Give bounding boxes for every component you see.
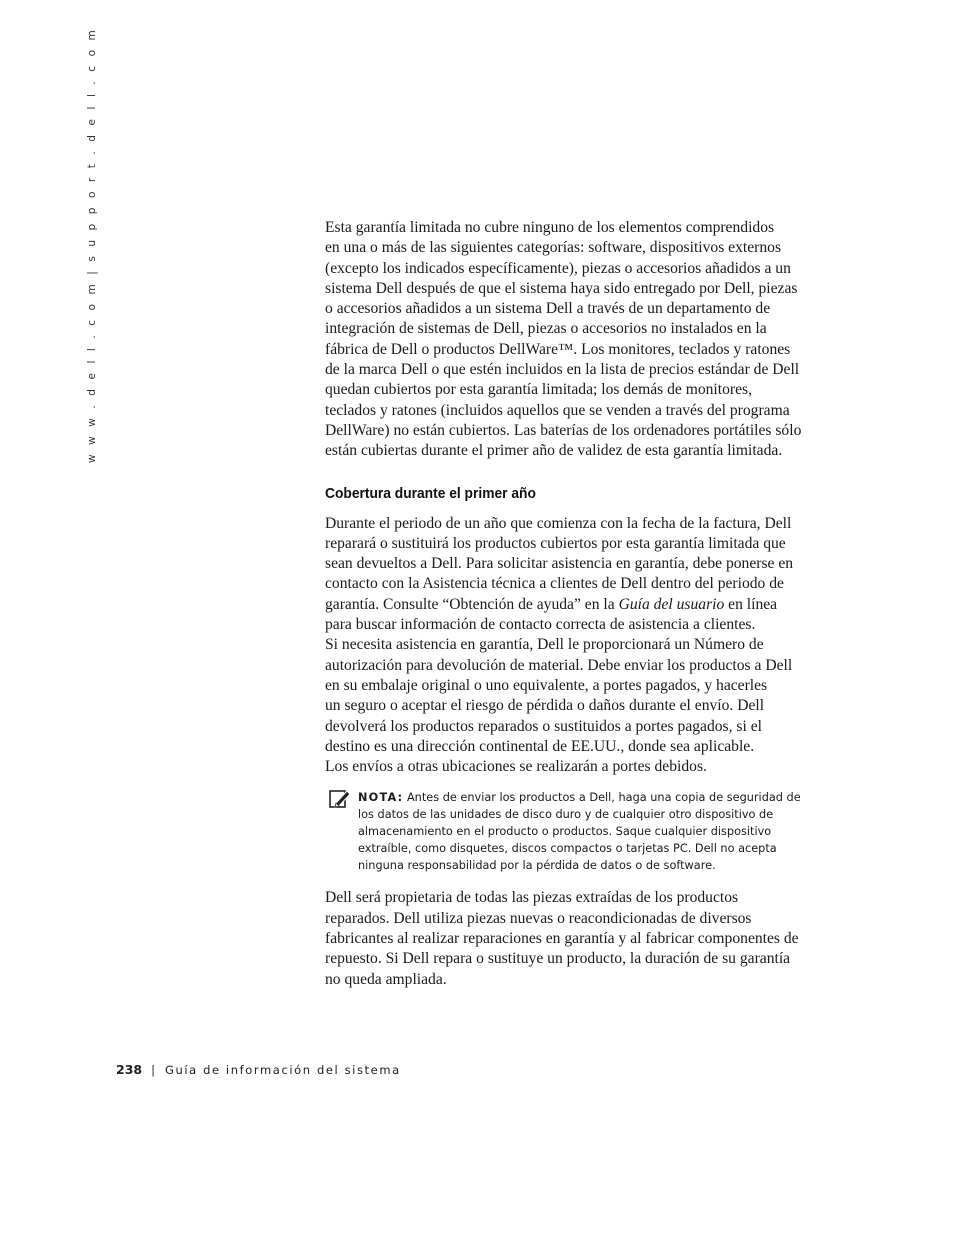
text-line: de la marca Dell o que estén incluidos en la lista de precios estándar de Dell <box>325 361 800 379</box>
text-line: para buscar información de contacto correcta de asistencia a clientes. <box>325 616 756 634</box>
text-line <box>358 789 815 806</box>
text-line: teclados y ratones (incluidos aquellos que se venden a través del programa <box>325 401 790 419</box>
page-content <box>325 218 815 990</box>
text-line: DellWare) no están cubiertos. Las baterías de los ordenadores portátiles sólo <box>325 421 802 439</box>
coverage-paragraph <box>325 514 815 778</box>
note-label: NOTA: <box>358 791 404 805</box>
text-segment: garantía. Consulte “Obtención de ayuda” en la <box>325 595 619 613</box>
text-line: contacto con la Asistencia técnica a clientes de Dell dentro del periodo de <box>325 575 784 593</box>
text-line: almacenamiento en el producto o productos. Saque cualquier dispositivo <box>358 825 772 839</box>
text-line: repuesto. Si Dell repara o sustituye un producto, la duración de su garantía <box>325 950 791 968</box>
text-line: destino es una dirección continental de EE.UU., donde sea aplicable. <box>325 737 755 755</box>
side-url-text: w w w . d e l l . c o m | s u p p o r t . d e l l . c o m <box>86 27 98 463</box>
text-line: reparados. Dell utiliza piezas nuevas o reacondicionadas de diversos <box>325 909 752 927</box>
footer-separator: | <box>151 1063 155 1077</box>
text-line: autorización para devolución de material. Debe enviar los productos a Dell <box>325 656 793 674</box>
section-heading: Cobertura durante el primer año <box>325 484 536 502</box>
text-line: ninguna responsabilidad por la pérdida de datos o de software. <box>358 859 716 873</box>
text-line: Durante el periodo de un año que comienza con la fecha de la factura, Dell <box>325 514 792 532</box>
text-line: los datos de las unidades de disco duro y de cualquier otro dispositivo de <box>358 808 774 822</box>
text-line: (excepto los indicados específicamente), piezas o accesorios añadidos a un <box>325 259 791 277</box>
text-line: en su embalaje original o uno equivalente, a portes pagados, y hacerles <box>325 676 768 694</box>
note-text <box>358 789 815 874</box>
parts-ownership-paragraph <box>325 888 815 989</box>
text-line: Dell será propietaria de todas las piezas extraídas de los productos <box>325 889 739 907</box>
text-line: Si necesita asistencia en garantía, Dell le proporcionará un Número de <box>325 636 764 654</box>
text-line: un seguro o aceptar el riesgo de pérdida o daños durante el envío. Dell <box>325 697 765 715</box>
text-line: extraíble, como disquetes, discos compactos o tarjetas PC. Dell no acepta <box>358 842 777 856</box>
text-line: sean devueltos a Dell. Para solicitar asistencia en garantía, debe ponerse en <box>325 555 794 573</box>
text-line: están cubiertas durante el primer año de validez de esta garantía limitada. <box>325 442 783 460</box>
text-line: o accesorios añadidos a un sistema Dell a través de un departamento de <box>325 300 771 318</box>
text-line: no queda ampliada. <box>325 970 447 988</box>
pencil-note-icon <box>329 789 351 809</box>
page-footer <box>116 1062 401 1077</box>
text-line: Esta garantía limitada no cubre ninguno de los elementos comprendidos <box>325 219 775 236</box>
text-line <box>325 595 815 615</box>
footer-title: Guía de información del sistema <box>164 1063 401 1077</box>
text-line: reparará o sustituirá los productos cubiertos por esta garantía limitada que <box>325 534 786 552</box>
text-line: devolverá los productos reparados o sustituidos a portes pagados, si el <box>325 717 762 735</box>
text-line: fábrica de Dell o productos DellWare™. Los monitores, teclados y ratones <box>325 340 791 358</box>
text-line: integración de sistemas de Dell, piezas o accesorios no instalados en la <box>325 320 767 338</box>
text-line: sistema Dell después de que el sistema haya sido entregado por Dell, piezas <box>325 279 798 297</box>
note-box <box>325 789 815 874</box>
text-segment: Antes de enviar los productos a Dell, haga una copia de seguridad de <box>403 791 801 805</box>
text-segment: en línea <box>724 595 778 613</box>
text-line: Los envíos a otras ubicaciones se realizarán a portes debidos. <box>325 758 707 776</box>
text-line: fabricantes al realizar reparaciones en garantía y al fabricar componentes de <box>325 930 799 948</box>
text-line: en una o más de las siguientes categorías: software, dispositivos externos <box>325 239 782 257</box>
exclusions-paragraph <box>325 218 815 462</box>
user-guide-reference: Guía del usuario <box>618 595 725 613</box>
text-line: quedan cubiertos por esta garantía limitada; los demás de monitores, <box>325 381 752 399</box>
page-number: 238 <box>116 1062 143 1077</box>
